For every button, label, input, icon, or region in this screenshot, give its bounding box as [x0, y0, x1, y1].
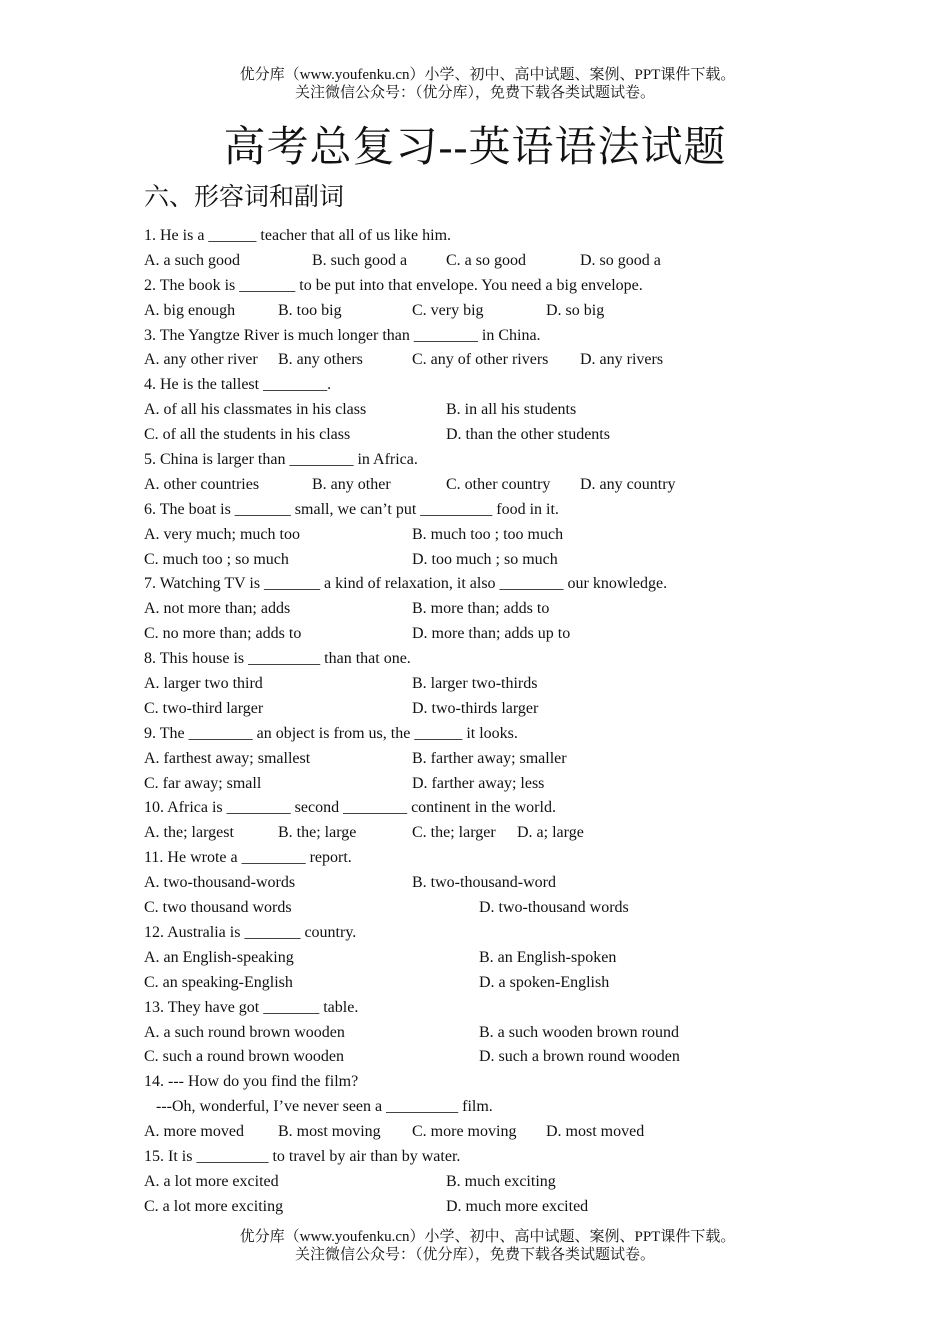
question-stem: 11. He wrote a ________ report.	[144, 849, 352, 867]
answer-option: B. any other	[312, 475, 391, 493]
answer-option: D. more than; adds up to	[412, 625, 571, 643]
option-row	[144, 1021, 844, 1046]
answer-option: B. any others	[278, 351, 363, 369]
answer-option: A. larger two third	[144, 675, 263, 693]
answer-option: A. more moved	[144, 1123, 244, 1141]
question-stem: 7. Watching TV is _______ a kind of relaxation, it also ________ our knowledge.	[144, 575, 668, 593]
answer-option: C. of all the students in his class	[144, 426, 351, 444]
answer-option: A. any other river	[144, 351, 258, 369]
answer-option: B. such good a	[312, 251, 408, 269]
page-footer	[0, 1228, 950, 1264]
question-stem: 12. Australia is _______ country.	[144, 923, 357, 941]
answer-option: D. a spoken-English	[479, 973, 610, 991]
question-stem: 1. He is a ______ teacher that all of us like him.	[144, 227, 452, 244]
option-row	[144, 473, 844, 498]
option-row	[144, 896, 844, 921]
answer-option: B. much too ; too much	[412, 525, 564, 543]
answer-option: A. two-thousand-words	[144, 874, 296, 892]
question-stem: 5. China is larger than ________ in Africa.	[144, 451, 418, 469]
answer-option: B. much exciting	[446, 1172, 556, 1190]
answer-option: D. so big	[546, 301, 605, 319]
answer-option: D. any country	[580, 475, 676, 493]
option-row	[144, 597, 844, 622]
answer-option: B. most moving	[278, 1123, 381, 1141]
answer-option: C. the; larger	[412, 824, 496, 842]
answer-option: D. most moved	[546, 1123, 645, 1141]
question-stem: 2. The book is _______ to be put into that envelope. You need a big envelope.	[144, 276, 643, 294]
footer-line-2: 关注微信公众号：（优分库），免费下载各类试题试卷。	[294, 1247, 655, 1263]
answer-option: D. so good a	[580, 251, 661, 269]
answer-option: A. a lot more excited	[144, 1172, 279, 1190]
answer-option: A. very much; much too	[144, 525, 300, 543]
page-header	[0, 66, 950, 102]
option-row	[144, 672, 844, 697]
option-row	[144, 622, 844, 647]
option-row	[144, 398, 844, 423]
question-stem: 10. Africa is ________ second ________ continent in the world.	[144, 799, 556, 817]
question-stem: 9. The ________ an object is from us, the ______ it looks.	[144, 724, 518, 742]
option-row	[144, 1195, 844, 1220]
option-row	[144, 772, 844, 797]
option-row	[144, 523, 844, 548]
option-row	[144, 1045, 844, 1070]
option-row	[144, 348, 844, 373]
question-stem: 4. He is the tallest ________.	[144, 376, 332, 394]
question-stem: 6. The boat is _______ small, we can’t put _________ food in it.	[144, 500, 559, 518]
answer-option: C. more moving	[412, 1123, 517, 1141]
question-list	[144, 224, 844, 1220]
header-line-1: 优分库（www.youfenku.cn）小学、初中、高中试题、案例、PPT课件下载。	[239, 67, 736, 83]
answer-option: B. in all his students	[446, 401, 577, 419]
answer-option: C. other country	[446, 475, 551, 493]
option-row	[144, 1170, 844, 1195]
option-row	[144, 697, 844, 722]
question-stem: 15. It is _________ to travel by air than by water.	[144, 1147, 461, 1165]
answer-option: D. farther away; less	[412, 774, 545, 792]
answer-option: A. big enough	[144, 301, 236, 319]
option-row	[144, 249, 844, 274]
answer-option: C. very big	[412, 301, 484, 319]
answer-option: A. the; largest	[144, 824, 234, 842]
option-row	[144, 548, 844, 573]
section-heading: 六、形容词和副词	[144, 184, 345, 211]
answer-option: C. any of other rivers	[412, 351, 549, 369]
header-line-2: 关注微信公众号：（优分库），免费下载各类试题试卷。	[294, 85, 655, 101]
answer-option: D. two-thousand words	[479, 899, 629, 917]
answer-option: D. two-thirds larger	[412, 699, 539, 717]
option-row	[144, 299, 844, 324]
answer-option: A. not more than; adds	[144, 600, 291, 618]
question-stem: 3. The Yangtze River is much longer than ________ in China.	[144, 326, 541, 344]
answer-option: D. any rivers	[580, 351, 664, 369]
answer-option: C. two thousand words	[144, 899, 292, 917]
question-stem: 13. They have got _______ table.	[144, 998, 359, 1016]
answer-option: D. too much ; so much	[412, 550, 558, 568]
answer-option: C. two-third larger	[144, 699, 264, 717]
question-stem: ---Oh, wonderful, I’ve never seen a _________ film.	[156, 1098, 493, 1116]
answer-option: A. other countries	[144, 475, 260, 493]
answer-option: C. a lot more exciting	[144, 1197, 284, 1215]
answer-option: C. much too ; so much	[144, 550, 289, 568]
option-row	[144, 423, 844, 448]
answer-option: D. much more excited	[446, 1197, 589, 1215]
answer-option: C. such a round brown wooden	[144, 1048, 344, 1066]
answer-option: D. such a brown round wooden	[479, 1048, 680, 1066]
option-row	[144, 821, 844, 846]
answer-option: D. than the other students	[446, 426, 610, 444]
option-row	[144, 871, 844, 896]
footer-line-1: 优分库（www.youfenku.cn）小学、初中、高中试题、案例、PPT课件下载。	[239, 1229, 736, 1245]
answer-option: D. a; large	[517, 824, 584, 842]
answer-option: C. far away; small	[144, 774, 262, 792]
page-title: 高考总复习--英语语法试题	[223, 125, 727, 171]
answer-option: B. the; large	[278, 824, 357, 842]
option-row	[144, 946, 844, 971]
answer-option: B. an English-spoken	[479, 948, 617, 966]
question-stem: 14. --- How do you find the film?	[144, 1073, 359, 1091]
answer-option: B. too big	[278, 301, 342, 319]
option-row	[144, 747, 844, 772]
answer-option: A. of all his classmates in his class	[144, 401, 367, 419]
answer-option: C. an speaking-English	[144, 973, 293, 991]
answer-option: A. a such good	[144, 251, 240, 269]
option-row	[144, 1120, 844, 1145]
answer-option: A. farthest away; smallest	[144, 749, 311, 767]
answer-option: C. no more than; adds to	[144, 625, 302, 643]
answer-option: B. two-thousand-word	[412, 874, 556, 892]
option-row	[144, 971, 844, 996]
answer-option: A. a such round brown wooden	[144, 1023, 345, 1041]
answer-option: B. farther away; smaller	[412, 749, 567, 767]
question-stem: 8. This house is _________ than that one.	[144, 650, 411, 668]
answer-option: B. a such wooden brown round	[479, 1023, 679, 1041]
answer-option: B. more than; adds to	[412, 600, 550, 618]
answer-option: C. a so good	[446, 251, 526, 269]
answer-option: A. an English-speaking	[144, 948, 294, 966]
answer-option: B. larger two-thirds	[412, 675, 538, 693]
